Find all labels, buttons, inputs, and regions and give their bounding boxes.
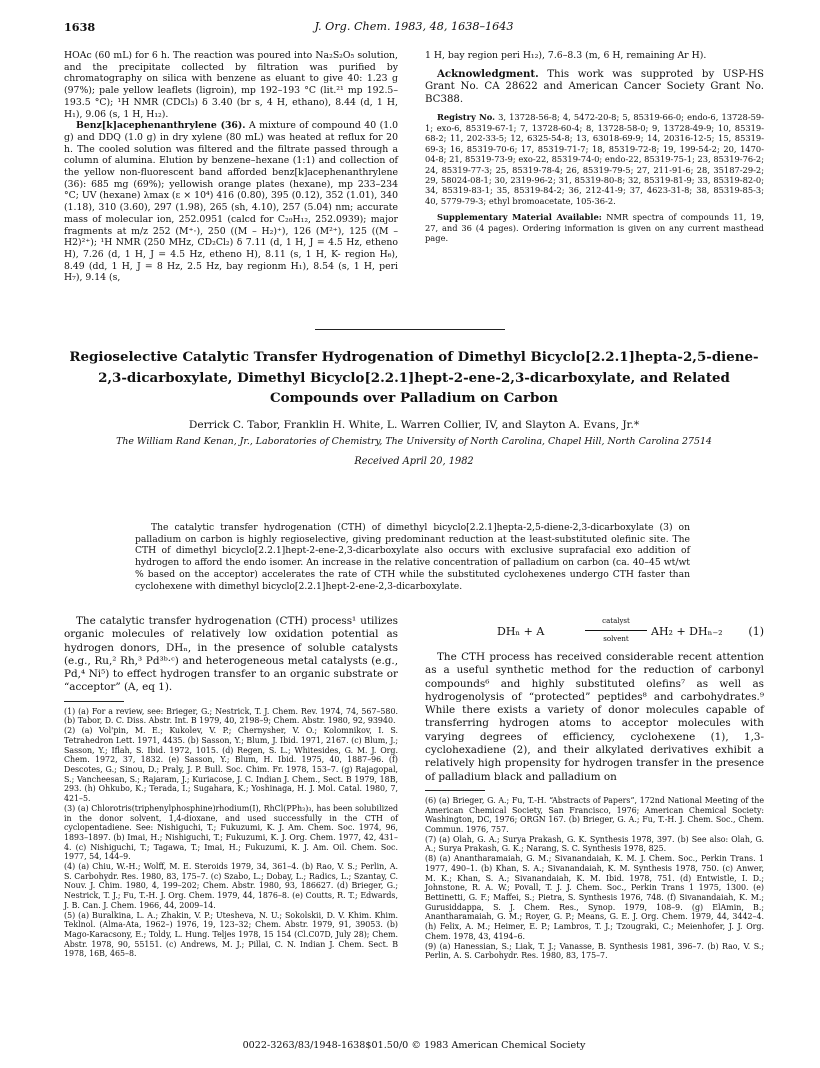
top-left-column — [64, 50, 398, 284]
equation-1 — [425, 615, 764, 645]
footnote-rule — [64, 701, 124, 702]
received-date: Received April 20, 1982 — [354, 456, 474, 468]
reaction-arrow — [585, 615, 647, 647]
copyright-footer: 0022-3263/83/1948-1638$01.50/0 © 1983 American Chemical Society — [242, 1040, 586, 1051]
arrow-line — [585, 630, 647, 631]
article-header — [64, 347, 764, 467]
arrow-label-solvent: solvent — [603, 635, 629, 644]
article-authors: Derrick C. Tabor, Franklin H. White, L. Warren Collier, IV, and Slayton A. Evans, Jr.* — [188, 418, 640, 431]
article-abstract: The catalytic transfer hydrogenation (CTH) of dimethyl bicyclo[2.2.1]hepta-2,5-diene-2,3-dicarboxylate (3) on palladium on carbon is highly regioselective, giving predominant reduction at the least-substituted olefinic site. The CTH of dimethyl bicyclo[2.2.1]hept-2-ene-2,3-dicarboxylate also occurs with exclusive suprafacial exo addition of hydrogen to afford the endo isomer. An increase in the relative concentration of palladium on carbon (ca. 40–45 wt/wt % based on the acceptor) accelerates the rate of CTH while the substituted cyclohexenes undergo CTH faster than cyclohexene with dimethyl bicyclo[2.2.1]hept-2-ene-2,3-dicarboxylate. — [135, 522, 690, 592]
body-right-column — [425, 615, 764, 961]
footnote-9: (9) (a) Hanessian, S.; Liak, T. J.; Vanasse, B. Synthesis 1981, 396–7. (b) Rao, V. S.; Perlin, A. S. Carbohydr. Res. 1980, 83, 175–7. — [425, 941, 764, 961]
equation-rhs: AH₂ + DHₙ₋₂ — [651, 625, 723, 638]
registry-numbers — [425, 112, 764, 206]
page-header — [64, 20, 764, 36]
footnote-rule-right — [425, 790, 485, 791]
supplementary-heading: Supplementary Material Available: — [437, 212, 602, 223]
supplementary-text: NMR spectra of compounds 11, 19, 27, and 36 (4 pages). Ordering information is given on any current masthead page. — [425, 212, 765, 243]
experimental-text-2: A mixture of compound 40 (1.0 g) and DDQ (1.0 g) in dry xylene (80 mL) was heated at reflux for 20 h. The cooled solution was filtered and the filtrate passed through a column of alumina. Elution by benzene–hexane (1:1) and collection of the yellow non-fluorescent band afforded benz[k]acephenanthrylene (36): 685 mg (69%); yellowish orange plates (hexane), mp 233–234 °C; UV (hexane) λmax (ε × 10⁴) 416 (0.80), 395 (0.12), 352 (1.01), 340 (1.18), 310 (3.60), 297 (1.98), 265 (sh, 4.10), 257 (5.04) nm; accurate mass of molecular ion, 252.0951 (calcd for C₂₀H₁₂, 252.0939); major fragments at m/z 252 (M⁺·), 250 ((M – H₂)⁺), 126 (M²⁺), 125 ((M – H2)²⁺); ¹H NMR (250 MHz, CD₂Cl₂) δ 7.11 (d, 1 H, J = 4.5 Hz, etheno H), 7.26 (d, 1 H, J = 4.5 Hz, etheno H), 8.11 (s, 1 H, K- region H₆), 8.49 (dd, 1 H, J = 8 Hz, 2.5 Hz, bay regionm H₁), 8.54 (s, 1 H, peri H₇), 9.14 (s, — [64, 120, 398, 284]
registry-text: 3, 13728-56-8; 4, 5472-20-8; 5, 85319-66-0; endo-6, 13728-59-1; exo-6, 85319-67-1; 7, 13728-60-4; 8, 13728-58-0; 9, 13728-49-9; 10, 85319-68-2; 11, 202-33-5; 12, 6325-54-8; 13, 63018-69-9; 14, 20316-12-5; 15, 85319-69-3; 16, 85319-70-6; 17, 85319-71-7; 18, 85319-72-8; 19, 199-54-2; 20, 1470-04-8; 21, 85319-73-9; exo-22, 85319-74-0; endo-22, 85319-75-1; 23, 85319-76-2; 24, 85319-77-3; 25, 85319-78-4; 26, 85319-79-5; 27, 211-91-6; 28, 35187-29-2; 29, 58024-08-1; 30, 2319-96-2; 31, 85319-80-8; 32, 85319-81-9; 33, 85319-82-0; 34, 85319-83-1; 35, 85319-84-2; 36, 212-41-9; 37, 4623-31-8; 38, 85319-85-3; 40, 5779-79-3; ethyl bromoacetate, 105-36-2. — [425, 112, 765, 206]
top-right-column — [425, 50, 764, 243]
body-left-column — [64, 615, 398, 959]
footnote-7: (7) (a) Olah, G. A.; Surya Prakash, G. K. Synthesis 1978, 397. (b) See also: Olah, G. A.; Surya Prakash, G. K.; Narang, S. C. Synthesis 1978, 825. — [425, 834, 764, 854]
acknowledgment-heading: Acknowledgment. — [437, 67, 539, 80]
article-affiliation: The William Rand Kenan, Jr., Laboratories of Chemistry, The University of North Carolina, Chapel Hill, North Carolina 27514 — [116, 435, 712, 447]
footnote-6: (6) (a) Brieger, G. A.; Fu, T.-H. “Abstracts of Papers”, 172nd National Meeting of the American Chemical Society, San Francisco, 1976; American Chemical Society: Washington, DC, 1976; ORGN 167. (b) Brieger, G. A.; Fu, T.-H. J. Chem. Soc., Chem. Commun. 1976, 757. — [425, 795, 764, 835]
section-divider — [315, 329, 505, 330]
footnote-2: (2) (a) Vol'pin, M. E.; Kukolev, V. P.; Chernysher, V. O.; Kolomnikov, I. S. Tetrahedron Lett. 1971, 4435. (b) Sasson, Y.; Blum, J. Ibid. 1971, 2167. (c) Blum, J.; Sasson, Y.; Iflah, S. Ibid. 1972, 1015. (d) Regen, S. L.; Whitesides, G. M. J. Org. Chem. 1972, 37, 1832. (e) Sasson, Y.; Blum, H. Ibid. 1975, 40, 1887–96. (f) Descotes, G.; Sinou, D.; Praly, J. P. Bull. Soc. Chim. Fr. 1978, 153–7. (g) Rajagopal, S.; Vancheesan, S.; Rajaram, J.; Kuriacose, J. C. Indian J. Chem., Sect. B 1979, 18B, 293. (h) Ohkubo, K.; Terada, I.; Sugahara, K.; Yoshinaga, H. J. Mol. Catal. 1980, 7, 421–5. — [64, 726, 398, 804]
equation-lhs: DHₙ + A — [497, 625, 545, 638]
equation-number: (1) — [748, 625, 764, 638]
arrow-label-catalyst: catalyst — [602, 617, 630, 625]
footnote-3: (3) (a) Chlorotris(triphenylphosphine)rhodium(I), RhCl(PPh₃)₃, has been solubilized in the donor solvent, 1,4-dioxane, and used successfully in the CTH of cyclopentadiene. See: Nishiguchi, T.; Fukuzumi, K. J. Am. Chem. Soc. 1974, 96, 1893–1897. (b) Imai, H.; Nishiguchi, T.; Fukuzumi, K. J. Org. Chem. 1977, 42, 431–4. (c) Nishiguchi, T.; Tagawa, T.; Imai, H.; Fukuzumi, K. J. Am. Oil. Chem. Soc. 1977, 54, 144–9. — [64, 803, 398, 862]
journal-citation: J. Org. Chem. 1983, 48, 1638–1643 — [314, 20, 514, 33]
page-number: 1638 — [64, 20, 96, 34]
footnote-8: (8) (a) Anantharamaiah, G. M.; Sivanandaiah, K. M. J. Chem. Soc., Perkin Trans. 1 1977, 490–1. (b) Khan, S. A.; Sivanandaiah, K. M. Synthesis 1978, 750. (c) Anwer, M. K.; Khan, S. A.; Sivanandaiah, K. M. Ibid. 1978, 751. (d) Entwistle, I. D.; Johnstone, R. A. W.; Povall, T. J. J. Chem. Soc., Perkin Trans 1 1975, 1300. (e) Bettinetti, G. F.; Maffei, S.; Pietra, S. Synthesis 1976, 748. (f) Sivanandaiah, K. M.; Gurusiddappa, S. J. Chem. Res., Synop. 1979, 108–9. (g) ElAmin, B.; Anantharamaiah, G. M.; Royer, G. P.; Means, G. E. J. Org. Chem. 1979, 44, 3442–4. (h) Felix, A. M.; Heimer, E. P.; Lambros, T. J.; Tzougraki, C.; Meienhofer, J. J. Org. Chem. 1978, 43, 4194–6. — [425, 854, 764, 941]
experimental-paragraph-2 — [64, 120, 398, 284]
registry-heading: Registry No. — [437, 112, 496, 123]
experimental-paragraph-1: HOAc (60 mL) for 6 h. The reaction was poured into Na₂S₂O₅ solution, and the precipitate collected by filtration was purified by chromatography on silica with benzene as eluant to give 40: 1.23 g (97%); pale yellow leaflets (ligroin), mp 192–193 °C (lit.²¹ mp 192.5–193.5 °C); ¹H NMR (CDCl₃) δ 3.40 (br s, 4 H, ethano), 8.44 (d, 1 H, H₁), 9.06 (s, 1 H, H₁₂). — [64, 50, 398, 120]
article-title: Regioselective Catalytic Transfer Hydrogenation of Dimethyl Bicyclo[2.2.1]hepta-2,5-diene-2,3-dicarboxylate, Dimethyl Bicyclo[2.2.1]hept-2-ene-2,3-dicarboxylate, and Related Compounds over Palladium on Carbon — [69, 349, 759, 406]
footnote-1: (1) (a) For a review, see: Brieger, G.; Nestrick, T. J. Chem. Rev. 1974, 74, 567–580. (b) Tabor, D. C. Diss. Abstr. Int. B 1979, 40, 2198–9; Chem. Abstr. 1980, 92, 93940. — [64, 706, 398, 726]
experimental-continuation: 1 H, bay region peri H₁₂), 7.6–8.3 (m, 6 H, remaining Ar H). — [425, 50, 707, 61]
footnote-4: (4) (a) Chiu, W.-H.; Wolff, M. E. Steroids 1979, 34, 361–4. (b) Rao, V. S.; Perlin, A. S. Carbohydr. Res. 1980, 83, 175–7. (c) Szabo, L.; Dobay, L.; Radics, L.; Szantay, C. Nouv. J. Chim. 1980, 4, 199–202; Chem. Abstr. 1980, 93, 186627. (d) Brieger, G.; Nestrick, T. J.; Fu, T.-H. J. Org. Chem. 1979, 44, 1876–8. (e) Coutts, R. T.; Edwards, J. B. Can. J. Chem. 1966, 44, 2009–14. — [64, 862, 398, 910]
supplementary-material — [425, 212, 764, 243]
acknowledgment — [425, 68, 764, 107]
footnote-5: (5) (a) Buralkina, L. A.; Zhakin, V. P.; Utesheva, N. U.; Sokolskii, D. V. Khim. Khim. Teklnol. (Alma-Ata, 1962–) 1976, 19, 123–32; Chem. Abstr. 1979, 91, 39053. (b) Mago-Karacsony, E.; Toldy, L. Hung. Teljes 1978, 15 154 (Cl.C07D, July 28); Chem. Abstr. 1978, 90, 55151. (c) Andrews, M. J.; Pillai, C. N. Indian J. Chem. Sect. B 1978, 16B, 465–8. — [64, 910, 398, 959]
body-paragraph: The CTH process has received considerable recent attention as a useful synthetic method for the reduction of carbonyl compounds⁶ and highly substituted olefins⁷ as well as hydrogenolysis of “protected” peptides⁸ and carbohydrates.⁹ While there exists a variety of donor molecules capable of transferring hydrogen atoms to acceptor molecules with varying degrees of efficiency, cyclohexene (1), 1,3-cyclohexadiene (2), and their alkylated derivatives exhibit a relatively high propensity for hydrogen transfer in the presence of palladium black and palladium on — [425, 651, 764, 783]
section-heading-compound-36: Benz[k]acephenanthrylene (36). — [76, 120, 246, 132]
acknowledgment-text: This work was supproted by USP-HS Grant No. CA 28622 and American Cancer Society Grant No. BC388. — [425, 68, 764, 105]
introduction-paragraph: The catalytic transfer hydrogenation (CTH) process¹ utilizes organic molecules of relatively low oxidation potential as hydrogen donors, DHₙ, in the presence of soluble catalysts (e.g., Ru,² Rh,³ Pd³ᵇ·ᶜ) and heterogeneous metal catalysts (e.g., Pd,⁴ Ni⁵) to effect hydrogen transfer to an organic substrate or “acceptor” (A, eq 1). — [64, 615, 398, 694]
